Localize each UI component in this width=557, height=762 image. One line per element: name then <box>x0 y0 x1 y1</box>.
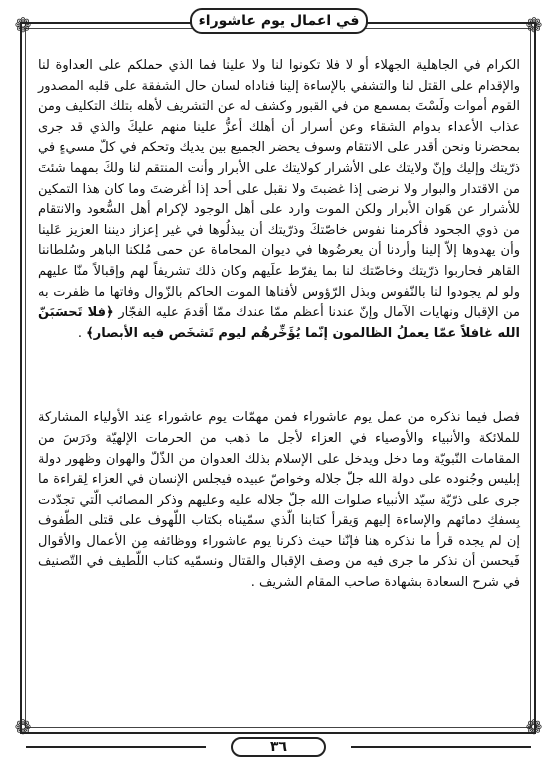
corner-ornament-icon: ❁ <box>14 715 32 739</box>
page-body <box>38 56 520 594</box>
footer <box>26 737 531 757</box>
footer-rule <box>351 746 531 748</box>
footer-rule <box>26 746 206 748</box>
paragraph-1-text: الكرام في الجاهلية الجهلاء أو لا فلا تكونوا لنا ولا علينا فما الذي حملكم على العداوة لنا والإقدام على القتل لنا والتشفي بالإساءة إلينا فناداه لسان حال الشفقة على قلبه المصدور القوم أموات ولَسْتَ بمسمع من في القبور وكشف له عن التشريف لأهله بتلك التكليف ومن عذاب الأعداء بدوام الشقاء وعن أسرار أن أهلك أعزُّ علينا منهم عليكَ والذي قد جرى بمحضرنا ونحن أقدر على الانتقام وسوف يحضر الجميع بين يديك وتحكم في كلّ مسيءٍ في ذرّيتك وإليك وإنّ ولايتك على الأشرار كولايتك على الأبرار وأنت المنتقم لنا ولكَ بمهما شئتَ من الاقتدار والبوار ولا نرضى إذا غضبتَ ولا نقبل على أحد إذا أغرضتَ وما كان هذا التمكين للأشرار عن هَوان الأبرار ولكن الموت وارد على أهل الوجود لإكرام أهل السُّعود والانتقام من ذوي الجحود فأكرمنا نفوس خاصّتكَ وذرّيتك أن يبذلُوها في غير إعزاز ديننا العزيز عَلينا وأن يهدوها إلاّ إلينا وأردنا أن يعرضُوها في ديوان المحاماة عن حمى مُلكنا الباهر وسُلطاننا القاهر فحاربوا ذرّيتك وخاصّتك لنا بما يفرّط علَيهم وكان ذلك تشريفاً لهم وإقبالاً منّا عليهم ولو لم يجودوا لنا بالنّفوس وبذل الرّؤوس لأفناها الموت الحاكم بالزّوال وفاتها ما ظفرت به من الإقبال ونهايات الآمال وإنّ عندنا أعظم ممّا عندك ممّا أقدمَ عليه الفجّار <box>38 58 521 321</box>
corner-ornament-icon: ❁ <box>14 13 32 37</box>
quran-verse: ﴿فلا تَحسَبَنّ الله غافلاً عمّا يعملُ الظالمون إنّما يُؤَخِّرهُم ليوم تَشخَص فيه الأبصار﴾ <box>38 305 520 341</box>
body-paragraph-1: الكرام في الجاهلية الجهلاء أو لا فلا تكونوا لنا ولا علينا فما الذي حملكم على العداوة لنا والإقدام على القتل لنا والتشفي بالإساءة إلينا فناداه لسان حال الشفقة على قلبه المصدور القوم أموات ولَسْتَ بمسمع من في القبور وكشف له عن التشريف لأهله بتلك التكليف ومن عذاب الأعداء بدوام الشقاء وعن أسرار أن أهلك أعزُّ علينا منهم عليكَ والذي قد جرى بمحضرنا ونحن أقدر على الانتقام وسوف يحضر الجميع بين يديك وتحكم في كلّ مسيءٍ في ذرّيتك وإليك وإنّ ولايتك على الأشرار كولايتك على الأبرار وأنت المنتقم لنا ولكَ بمهما شئتَ من الاقتدار والبوار ولا نرضى إذا غضبتَ ولا نقبل على أحد إذا أغرضتَ وما كان هذا التمكين للأشرار عن هَوان الأبرار ولكن الموت وارد على أهل الوجود لإكرام أهل السُّعود والانتقام من ذوي الجحود فأكرمنا نفوس خاصّتكَ وذرّيتك أن يبذلُوها في غير إعزاز ديننا العزيز عَلينا وأن يهدوها إلاّ إلينا وأردنا أن يعرضُوها في ديوان المحاماة عن حمى مُلكنا الباهر وسُلطاننا القاهر فحاربوا ذرّيتك وخاصّتك لنا بما يفرّط علَيهم وكان ذلك تشريفاً لهم وإقبالاً منّا عليهم ولو لم يجودوا لنا بالنّفوس وبذل الرّؤوس لأفناها الموت الحاكم بالزّوال وفاتها ما ظفرت به من الإقبال ونهايات الآمال وإنّ عندنا أعظم ممّا عندك ممّا أقدمَ عليه الفجّار ﴿فلا تَحسَبَنّ الله غافلاً عمّا يعملُ الظالمون إنّما يُؤَخِّرهُم ليوم تَشخَص فيه الأبصار﴾ . <box>38 58 521 341</box>
body-paragraph-2: فصل فيما نذكره من عمل يوم عاشوراء فمن مهمّات يوم عاشوراء عِند الأولياء المشاركة للملائكة والأنبياء والأوصياء في العزاء لأجل ما ذهب من الحرمات الإلهيّة ودَرَسَ من المقامات النّبويّة وما دخل ويدخل على الإسلام بذلك العدوان من الذّلّ والهوان وظهور دولة إبليس وجُنوده على دولة الله جلّ جلاله وخواصّ عبيده فيجلس الإنسان في العزاء لِقراءة ما جرى على ذرّيّة سيّد الأنبياء صلوات الله جلّ جلاله عليه وعليهم وذكر المصائب الّتي تجدّدت بِسفكِ دمائهم والإساءة إليهم وَيقرأ كتابنا الّذي سمّيناه بكتاب اللّهوف على قتلى الطّفوف إن لم يجده قرأ ما نذكره هنا فإنّنا حيث ذكرنا يوم عاشوراء ووظائفه مِن الأعمال والأقوال فَيحسن أن نذكر ما جرى فيه من وصف الإقبال والقتال ونسمّيه كتاب اللّطيف في التّصنيف في شرح السعادة بشهادة صاحب المقام الشريف . <box>38 410 520 591</box>
corner-ornament-icon: ❁ <box>525 715 543 739</box>
page-number: ٣٦ <box>231 737 326 757</box>
corner-ornament-icon: ❁ <box>525 13 543 37</box>
running-header: في اعمال يوم عاشوراء <box>190 8 368 34</box>
